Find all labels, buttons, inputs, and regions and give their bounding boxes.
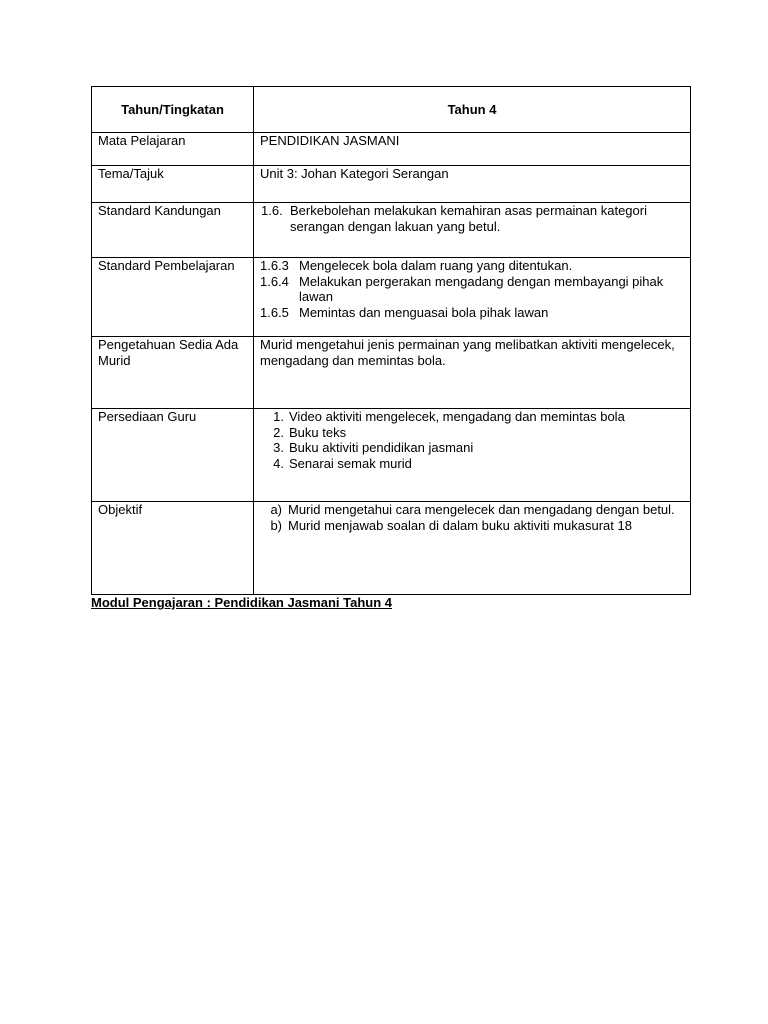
table-row-subject [92,133,691,166]
header-value-cell [254,87,691,133]
learning-standard-code: 1.6.4 [260,273,289,289]
list-number: 1. [273,409,284,424]
list-item [260,502,684,518]
list-item [260,440,684,456]
prior-knowledge-value-cell [254,337,691,409]
learning-standard-value-cell [254,258,691,337]
content-standard-label-cell [92,203,254,258]
learning-standard-code: 1.6.3 [260,258,289,273]
theme-label-cell [92,166,254,203]
content-standard-value-cell [254,203,691,258]
list-number: 3. [273,440,284,455]
table-row-teacher-preparation [92,409,691,502]
learning-standard-label-cell [92,258,254,337]
subject-value: PENDIDIKAN JASMANI [260,133,400,148]
theme-value-cell [254,166,691,203]
subject-value-cell [254,133,691,166]
prior-knowledge-text: Murid mengetahui jenis permainan yang melibatkan aktiviti mengelecek, mengadang dan memintas bola. [260,337,675,368]
list-item [260,456,684,472]
teacher-preparation-value-cell [254,409,691,502]
content-standard-item [260,203,684,234]
learning-standard-item [260,258,684,274]
prior-knowledge-label: Pengetahuan Sedia Ada Murid [98,337,239,368]
prior-knowledge-label-cell [92,337,254,409]
content-standard-label: Standard Kandungan [98,203,221,218]
list-text: Video aktiviti mengelecek, mengadang dan memintas bola [289,409,625,424]
theme-label: Tema/Tajuk [98,166,164,181]
list-item [260,409,684,425]
table-row-learning-standard [92,258,691,337]
header-label: Tahun/Tingkatan [121,101,224,117]
subject-label: Mata Pelajaran [98,133,186,148]
objective-value-cell [254,502,691,595]
list-text: Murid menjawab soalan di dalam buku aktiviti mukasurat 18 [288,517,632,533]
objective-label-cell [92,502,254,595]
list-letter: a) [270,502,282,517]
theme-value: Unit 3: Johan Kategori Serangan [260,166,449,181]
list-text: Senarai semak murid [289,455,412,471]
learning-standard-text: Melakukan pergerakan mengadang dengan membayangi pihak lawan [299,273,664,304]
content-standard-text: Berkebolehan melakukan kemahiran asas permainan kategori serangan dengan lakuan yang betul. [290,203,647,234]
table-row-content-standard [92,203,691,258]
subject-label-cell [92,133,254,166]
list-text: Buku teks [289,424,347,440]
list-letter: b) [270,517,282,533]
table-row-header [92,87,691,133]
document-footer-title: Modul Pengajaran : Pendidikan Jasmani Tahun 4 [91,595,392,610]
learning-standard-item [260,305,684,321]
table-row-prior-knowledge [92,337,691,409]
header-value: Tahun 4 [447,101,497,117]
list-number: 4. [273,455,284,471]
list-text: Buku aktiviti pendidikan jasmani [289,440,474,455]
objective-label: Objektif [98,502,143,517]
learning-standard-text: Memintas dan menguasai bola pihak lawan [299,304,549,320]
table-row-theme [92,166,691,203]
teacher-preparation-label-cell [92,409,254,502]
learning-standard-label: Standard Pembelajaran [98,258,235,273]
learning-standard-code: 1.6.5 [260,304,289,320]
learning-standard-item [260,274,684,305]
content-standard-code: 1.6. [261,203,283,218]
list-item [260,425,684,441]
table-row-objective [92,502,691,595]
list-number: 2. [273,424,284,440]
lesson-plan-table [91,86,691,595]
list-text: Murid mengetahui cara mengelecek dan mengadang dengan betul. [288,502,675,517]
header-label-cell [92,87,254,133]
list-item [260,518,684,534]
teacher-preparation-label: Persediaan Guru [98,409,197,424]
learning-standard-text: Mengelecek bola dalam ruang yang ditentukan. [299,258,573,273]
